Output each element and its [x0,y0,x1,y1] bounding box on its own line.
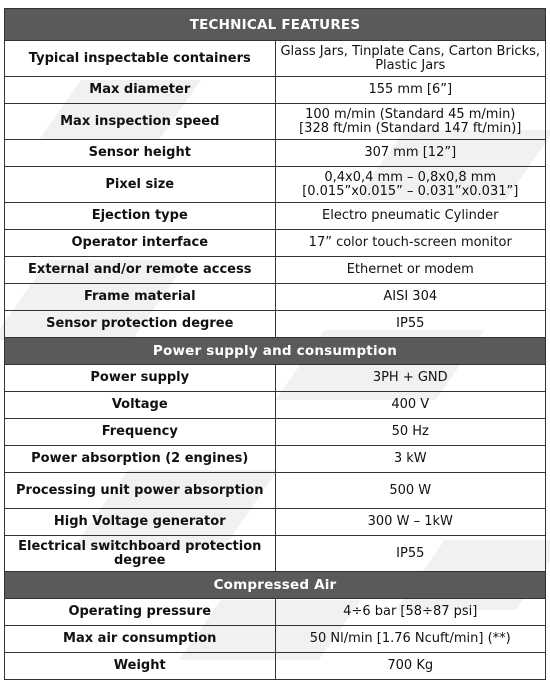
spec-label: Typical inspectable containers [5,41,276,77]
spec-row-max-diameter [5,77,546,104]
section-title: TECHNICAL FEATURES [5,9,546,41]
section-header-power-supply [5,338,546,365]
spec-value: 100 m/min (Standard 45 m/min) [328 ft/min (Standard 147 ft/min)] [275,104,546,140]
spec-label: Ejection type [5,203,276,230]
spec-label: Sensor protection degree [5,311,276,338]
spec-value: 400 V [275,392,546,419]
spec-row-pixel-size [5,167,546,203]
spec-value: 50 Nl/min [1.76 Ncuft/min] (**) [275,626,546,653]
spec-value: 4÷6 bar [58÷87 psi] [275,599,546,626]
spec-value: 3 kW [275,446,546,473]
spec-row-power-supply [5,365,546,392]
spec-label: Frame material [5,284,276,311]
spec-row-remote-access [5,257,546,284]
spec-row-weight [5,653,546,680]
spec-row-high-voltage-generator [5,509,546,536]
spec-label: Sensor height [5,140,276,167]
section-header-technical-features [5,9,546,41]
section-title: Power supply and consumption [5,338,546,365]
spec-label: Frequency [5,419,276,446]
spec-label: Max inspection speed [5,104,276,140]
spec-row-max-air-consumption [5,626,546,653]
technical-features-table [4,8,546,680]
spec-label: Processing unit power absorption [5,473,276,509]
spec-label: High Voltage generator [5,509,276,536]
spec-row-switchboard-protection [5,536,546,572]
spec-label: Power supply [5,365,276,392]
spec-value: IP55 [275,311,546,338]
spec-row-operator-interface [5,230,546,257]
spec-row-frame-material [5,284,546,311]
spec-value: 155 mm [6”] [275,77,546,104]
spec-label: Voltage [5,392,276,419]
spec-row-power-absorption [5,446,546,473]
spec-value: 17” color touch-screen monitor [275,230,546,257]
spec-value: 3PH + GND [275,365,546,392]
section-title: Compressed Air [5,572,546,599]
spec-row-processing-unit-absorption [5,473,546,509]
spec-label: Max diameter [5,77,276,104]
spec-label: Operator interface [5,230,276,257]
spec-value: Glass Jars, Tinplate Cans, Carton Bricks, Plastic Jars [275,41,546,77]
spec-row-operating-pressure [5,599,546,626]
spec-row-frequency [5,419,546,446]
spec-value: 300 W – 1kW [275,509,546,536]
spec-row-max-inspection-speed [5,104,546,140]
spec-label: Operating pressure [5,599,276,626]
spec-row-sensor-protection [5,311,546,338]
spec-value: Ethernet or modem [275,257,546,284]
spec-value: AISI 304 [275,284,546,311]
spec-row-sensor-height [5,140,546,167]
spec-label: Pixel size [5,167,276,203]
spec-value: Electro pneumatic Cylinder [275,203,546,230]
spec-value: 0,4x0,4 mm – 0,8x0,8 mm [0.015”x0.015” – 0.031”x0.031”] [275,167,546,203]
spec-row-ejection-type [5,203,546,230]
spec-label: Electrical switchboard protection degree [5,536,276,572]
spec-label: External and/or remote access [5,257,276,284]
spec-value: 700 Kg [275,653,546,680]
spec-value: 307 mm [12”] [275,140,546,167]
spec-row-voltage [5,392,546,419]
spec-label: Weight [5,653,276,680]
spec-value: 50 Hz [275,419,546,446]
spec-value: 500 W [275,473,546,509]
section-header-compressed-air [5,572,546,599]
spec-label: Power absorption (2 engines) [5,446,276,473]
spec-value: IP55 [275,536,546,572]
spec-row-typical-containers [5,41,546,77]
spec-label: Max air consumption [5,626,276,653]
